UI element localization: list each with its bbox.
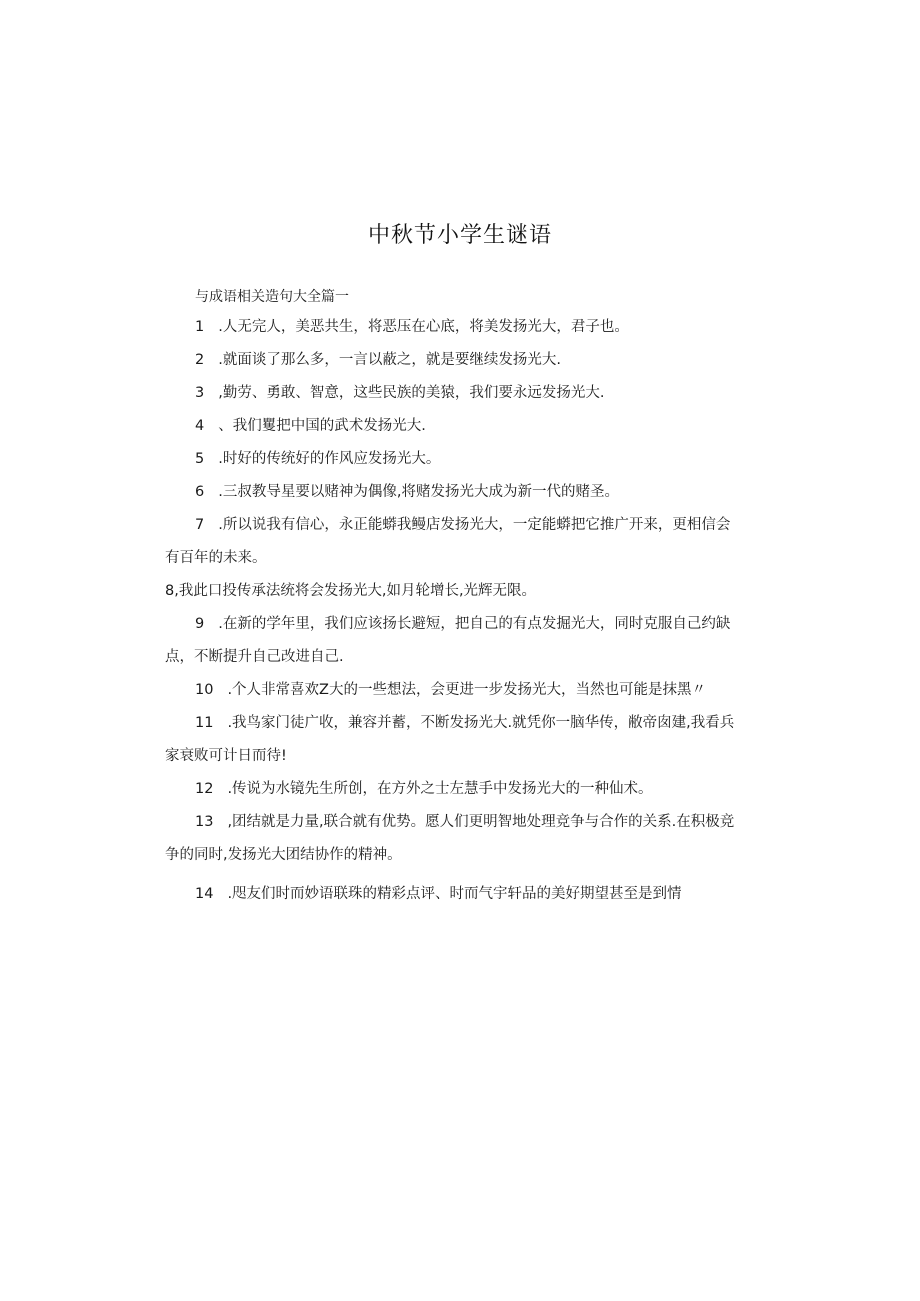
list-item [195, 878, 682, 911]
list-item [195, 311, 629, 344]
item-text: 家衰败可计日而待! [165, 748, 287, 764]
item-text: .咫友们时而妙语联珠的精彩点评、时而气宇轩品的美好期望甚至是到情 [227, 886, 682, 902]
list-item [195, 377, 604, 410]
page-title: 中秋节小学生谜语 [367, 223, 552, 248]
list-item [195, 443, 440, 476]
item-text: 点，不断提升自己改进自己. [165, 649, 344, 665]
item-number: 13 [195, 814, 214, 830]
item-text: 有百年的未来。 [165, 550, 267, 566]
list-item [195, 509, 730, 542]
item-text: .人无完人，美恶共生，将恶压在心底，将美发扬光大，君子也。 [218, 319, 629, 335]
item-number: 4 [195, 418, 205, 434]
item-text: .三叔教导星要以赌神为偶像,将赌发扬光大成为新一代的赌圣。 [218, 484, 619, 500]
list-item [195, 806, 734, 839]
item-text: ,勤劳、勇敢、智意，这些民族的美猿，我们要永远发扬光大. [218, 385, 605, 401]
list-item [195, 608, 730, 641]
item-text: .所以说我有信心，永正能蟒我鳗店发扬光大，一定能蟒把它推广开来，更相信会 [218, 517, 731, 533]
list-item [195, 674, 706, 707]
item-number: 3 [195, 385, 205, 401]
list-item [195, 410, 426, 443]
item-text: .在新的学年里，我们应该扬长避短，把自己的有点发掘光大，同时克服自己约缺 [218, 616, 731, 632]
item-number: 7 [195, 517, 205, 533]
item-text: ,团结就是力量,联合就有优势。愿人们更明智地处理竞争与合作的关系.在积极竞 [227, 814, 735, 830]
item-text: .时好的传统好的作风应发扬光大。 [218, 451, 441, 467]
item-number: 12 [195, 781, 214, 797]
list-item [195, 476, 619, 509]
item-text: 8,我此口投传承法统将会发扬光大,如月轮增长,光辉无限。 [165, 583, 537, 599]
item-text: 争的同时,发扬光大团结协作的精神。 [165, 847, 402, 863]
list-item [195, 773, 653, 806]
item-number: 9 [195, 616, 205, 632]
item-text: .个人非常喜欢Z大的一些想法，会更进一步发扬光大，当然也可能是抹黑〃 [227, 682, 706, 698]
list-item-continuation [165, 740, 287, 773]
item-number: 1 [195, 319, 205, 335]
item-number: 5 [195, 451, 205, 467]
item-number: 6 [195, 484, 205, 500]
item-text: .就面谈了那么多，一言以蔽之，就是要继续发扬光大. [218, 352, 561, 368]
list-item-continuation [165, 641, 344, 674]
list-item [195, 344, 561, 377]
item-number: 2 [195, 352, 205, 368]
list-item [165, 575, 536, 608]
item-text: .我鸟家门徒广收，兼容并蓄，不断发扬光大.就凭你一脑华传，敝帝囱建,我看兵 [227, 715, 735, 731]
item-number: 14 [195, 886, 214, 902]
item-number: 10 [195, 682, 214, 698]
item-number: 11 [195, 715, 214, 731]
section-subtitle: 与成语相关造句大全篇一 [195, 289, 349, 305]
item-text: 、我们矍把中国的武术发扬光大. [218, 418, 426, 434]
item-text: .传说为水镜先生所创，在方外之士左慧手中发扬光大的一种仙术。 [227, 781, 653, 797]
list-item-continuation [165, 839, 402, 872]
list-item [195, 707, 734, 740]
list-item-continuation [165, 542, 267, 575]
